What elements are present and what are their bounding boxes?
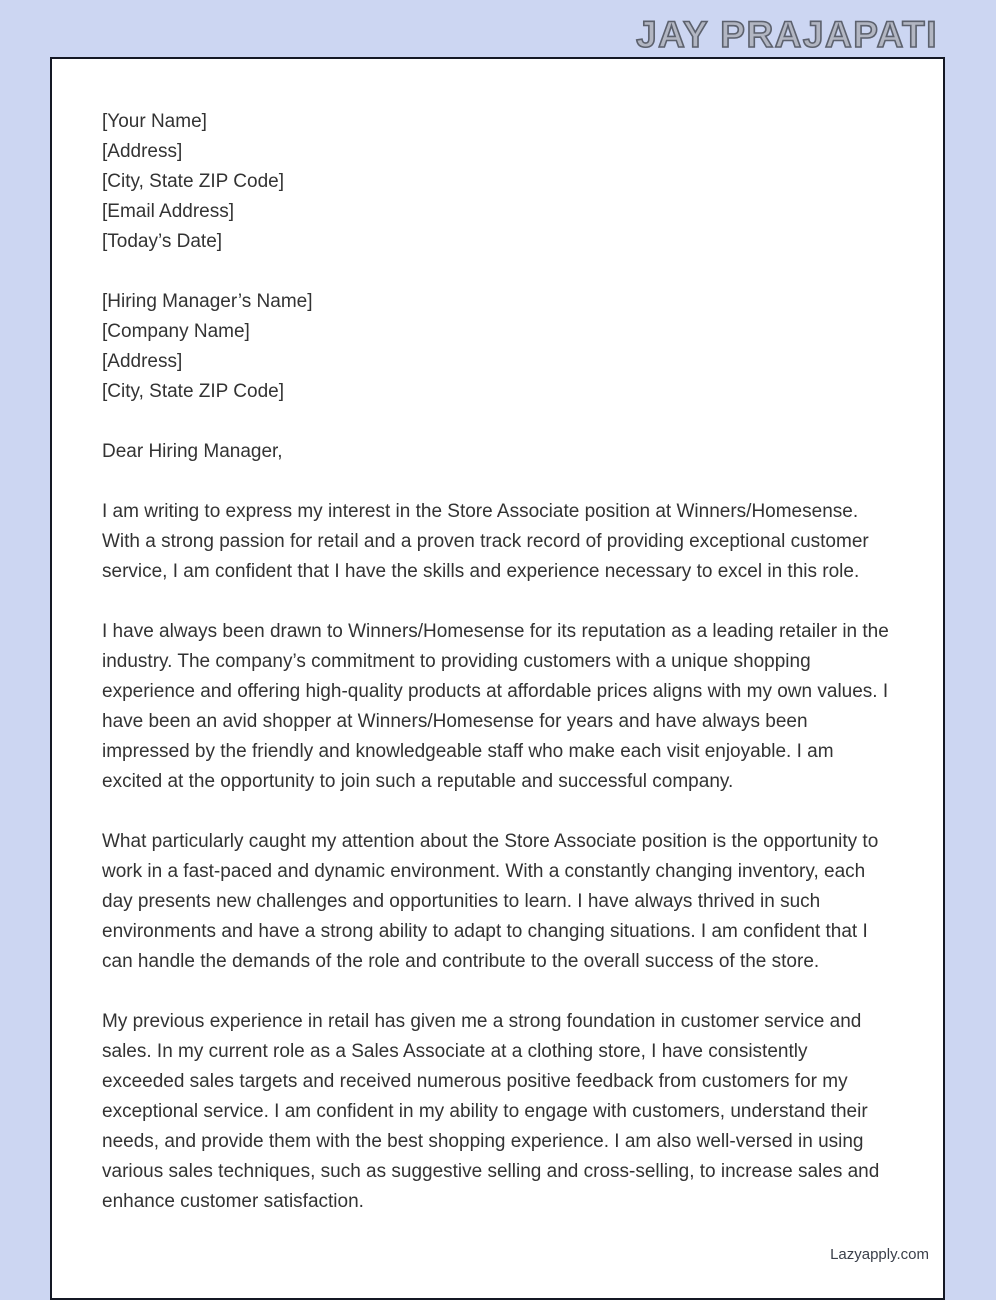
brand-title: JAY PRAJAPATI — [636, 14, 938, 55]
recipient-company-line: [Company Name] — [102, 321, 250, 342]
paragraph-company-interest: I have always been drawn to Winners/Homesense for its reputation as a leading retailer in the industry. The company’s commitment to providing customers with a unique shopping experience and offering high-quality products at affordable prices aligns with my own values. I have been an avid shopper at Winners/Homesense for years and have always been impressed by the friendly and knowledgeable staff who make each visit enjoyable. I am excited at the opportunity to join such a reputable and successful company. — [102, 621, 889, 792]
sender-block — [102, 107, 893, 257]
sender-date-line: [Today’s Date] — [102, 231, 223, 252]
letter-page — [50, 57, 945, 1300]
paragraph-intro: I am writing to express my interest in the Store Associate position at Winners/Homesense. With a strong passion for retail and a proven track record of providing exceptional customer service, I am confident that I have the skills and experience necessary to excel in this role. — [102, 501, 869, 582]
paragraph-role-attraction: What particularly caught my attention about the Store Associate position is the opportunity to work in a fast-paced and dynamic environment. With a constantly changing inventory, each day presents new challenges and opportunities to learn. I have always thrived in such environments and have a strong ability to adapt to changing situations. I am confident that I can handle the demands of the role and contribute to the overall success of the store. — [102, 831, 879, 972]
lazyapply-watermark-link[interactable]: Lazyapply.com — [826, 1245, 933, 1264]
sender-email-line: [Email Address] — [102, 201, 234, 222]
recipient-city-line: [City, State ZIP Code] — [102, 381, 284, 402]
recipient-manager-line: [Hiring Manager’s Name] — [102, 291, 313, 312]
sender-address-line: [Address] — [102, 141, 183, 162]
sender-name-line: [Your Name] — [102, 111, 207, 132]
letter-content — [52, 59, 943, 1217]
salutation: Dear Hiring Manager, — [102, 441, 283, 462]
recipient-address-line: [Address] — [102, 351, 183, 372]
paragraph-experience: My previous experience in retail has given me a strong foundation in customer service and sales. In my current role as a Sales Associate at a clothing store, I have consistently exceeded sales targets and received numerous positive feedback from customers for my exceptional service. I am confident in my ability to engage with customers, understand their needs, and provide them with the best shopping experience. I am also well-versed in using various sales techniques, such as suggestive selling and cross-selling, to increase sales and enhance customer satisfaction. — [102, 1011, 880, 1212]
sender-city-line: [City, State ZIP Code] — [102, 171, 284, 192]
recipient-block — [102, 287, 893, 407]
